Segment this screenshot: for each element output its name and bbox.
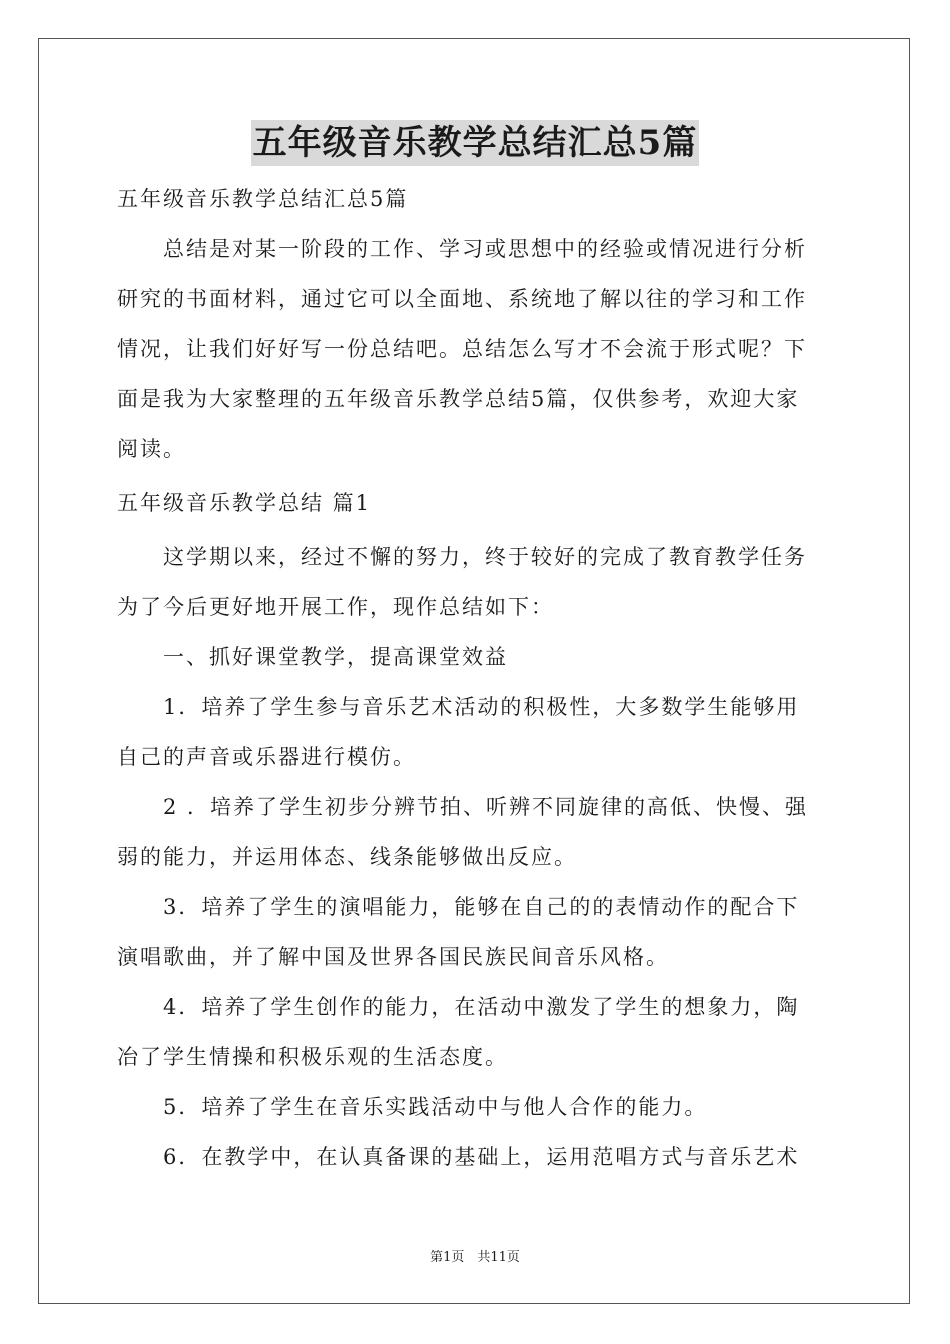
intro-line: 面是我为大家整理的五年级音乐教学总结5篇，仅供参考，欢迎大家 bbox=[117, 387, 800, 411]
document-body bbox=[117, 180, 833, 1176]
list-item-line: 冶了学生情操和积极乐观的生活态度。 bbox=[117, 1045, 508, 1069]
intro-line: 研究的书面材料，通过它可以全面地、系统地了解以往的学习和工作 bbox=[117, 287, 807, 311]
list-item-line: 演唱歌曲，并了解中国及世界各国民族民间音乐风格。 bbox=[117, 945, 669, 969]
document-title: 五年级音乐教学总结汇总5篇 bbox=[251, 120, 700, 166]
list-item-line: 3．培养了学生的演唱能力，能够在自己的的表情动作的配合下 bbox=[163, 895, 800, 919]
section-heading: 五年级音乐教学总结 篇1 bbox=[117, 491, 372, 515]
subheading: 一、抓好课堂教学，提高课堂效益 bbox=[163, 645, 508, 669]
paragraph-line: 为了今后更好地开展工作，现作总结如下： bbox=[117, 595, 554, 619]
list-item-line: 5．培养了学生在音乐实践活动中与他人合作的能力。 bbox=[163, 1095, 708, 1119]
list-item-line: 4．培养了学生创作的能力，在活动中激发了学生的想象力，陶 bbox=[163, 995, 800, 1019]
subtitle: 五年级音乐教学总结汇总5篇 bbox=[117, 187, 409, 211]
list-item-line: 弱的能力，并运用体态、线条能够做出反应。 bbox=[117, 845, 577, 869]
title-area bbox=[0, 120, 950, 166]
intro-line: 阅读。 bbox=[117, 437, 186, 461]
list-item-line: 2 ．培养了学生初步分辨节拍、听辨不同旋律的高低、快慢、强 bbox=[163, 795, 809, 819]
list-item-line: 1．培养了学生参与音乐艺术活动的积极性，大多数学生能够用 bbox=[163, 695, 800, 719]
list-item-line: 自己的声音或乐器进行模仿。 bbox=[117, 745, 416, 769]
intro-line: 总结是对某一阶段的工作、学习或思想中的经验或情况进行分析 bbox=[163, 237, 807, 261]
page-number: 第1页 共11页 bbox=[430, 1250, 520, 1265]
intro-line: 情况，让我们好好写一份总结吧。总结怎么写才不会流于形式呢？下 bbox=[117, 337, 807, 361]
paragraph-line: 这学期以来，经过不懈的努力，终于较好的完成了教育教学任务 bbox=[163, 545, 807, 569]
list-item-line: 6．在教学中，在认真备课的基础上，运用范唱方式与音乐艺术 bbox=[163, 1145, 800, 1169]
